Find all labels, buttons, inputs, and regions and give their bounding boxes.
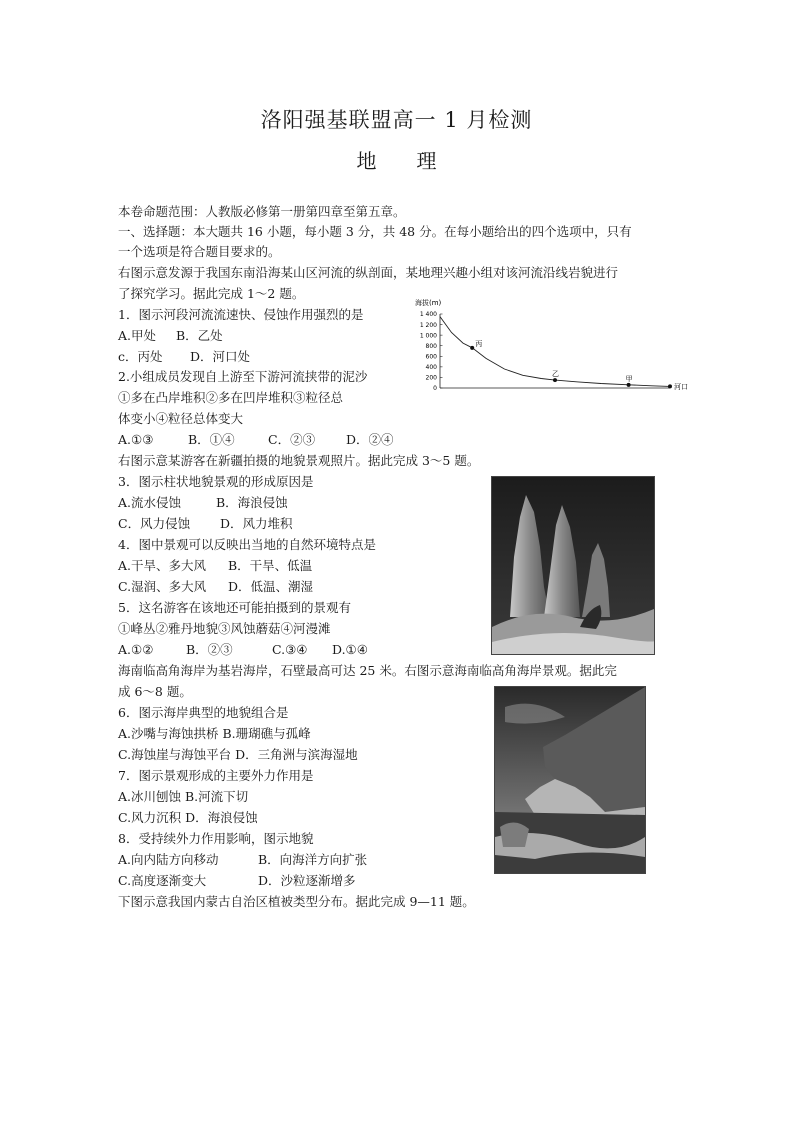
profile-point (627, 383, 631, 387)
q6-options-row2: C.海蚀崖与海蚀平台 D．三角洲与滨海湿地 (118, 747, 358, 762)
q2-stem: 2.小组成员发现自上游至下游河流挟带的泥沙 (118, 369, 368, 384)
q8-options-row1 (118, 850, 367, 870)
q5-option-c: C.③④ (272, 642, 308, 657)
q4-options-row1 (118, 556, 312, 576)
profile-point-label: 河口 (674, 382, 688, 391)
q2-option-c: C．②③ (268, 432, 316, 447)
y-tick-label: 400 (425, 364, 437, 372)
q7-options-row1: A.冰川刨蚀 B.河流下切 (118, 789, 249, 804)
hainan-coast-photo (494, 686, 646, 874)
y-tick-label: 1 400 (419, 311, 437, 319)
q6-stem: 6．图示海岸典型的地貌组合是 (118, 705, 289, 720)
q1-stem: 1．图示河段河流流速快、侵蚀作用强烈的是 (118, 307, 364, 322)
q1-options-row1 (118, 326, 223, 346)
profile-point-label: 甲 (625, 374, 633, 383)
profile-point-label: 丙 (475, 339, 483, 348)
q1-options-row2 (118, 347, 250, 367)
q5-option-d: D.①④ (332, 642, 368, 657)
y-tick-label: 1 200 (419, 321, 437, 329)
xinjiang-landform-photo (491, 476, 655, 655)
q1-option-d: D．河口处 (190, 349, 251, 364)
y-tick-label: 1 000 (419, 332, 437, 340)
q3-options-row2 (118, 514, 293, 534)
q2-statements-1: ①多在凸岸堆积②多在凹岸堆积③粒径总 (118, 390, 344, 405)
q3-option-d: D．风力堆积 (220, 516, 293, 531)
intro-q3-5: 右图示意某游客在新疆拍摄的地貌景观照片。据此完成 3～5 题。 (118, 453, 480, 468)
q7-options-row2: C.风力沉积 D．海浪侵蚀 (118, 810, 258, 825)
q3-option-b: B．海浪侵蚀 (216, 495, 288, 510)
profile-point-label: 乙 (552, 370, 559, 379)
q3-option-c: C．风力侵蚀 (118, 516, 191, 531)
intro-q9-11: 下图示意我国内蒙古自治区植被类型分布。据此完成 9—11 题。 (118, 894, 475, 909)
q4-options-row2 (118, 577, 313, 597)
q5-options (118, 640, 368, 660)
y-axis-label: 海拔(m) (415, 299, 442, 307)
q5-option-a: A.①② (118, 642, 154, 657)
intro-q6-8-line1: 海南临高角海岸为基岩海岸，石壁最高可达 25 米。右图示意海南临高角海岸景观。据此完 (118, 663, 617, 678)
subject-title: 地 理 (356, 149, 437, 173)
q1-option-a: A.甲处 (118, 328, 157, 343)
q3-options-row1 (118, 493, 288, 513)
q2-option-d: D．②④ (346, 432, 394, 447)
q4-option-c: C.湿润、多大风 (118, 579, 207, 594)
section-instructions-2: 一个选项是符合题目要求的。 (118, 244, 281, 259)
y-tick-label: 600 (425, 353, 437, 361)
q8-option-d: D．沙粒逐渐增多 (258, 873, 356, 888)
q5-stem: 5．这名游客在该地还可能拍摄到的景观有 (118, 600, 351, 615)
q8-option-c: C.高度逐渐变大 (118, 873, 207, 888)
page-title: 洛阳强基联盟高一 1 月检测 (260, 108, 533, 132)
q4-option-d: D．低温、潮湿 (228, 579, 314, 594)
q3-option-a: A.流水侵蚀 (118, 495, 182, 510)
q2-options (118, 430, 394, 450)
intro-q1-2-line2: 了探究学习。据此完成 1～2 题。 (118, 286, 305, 301)
y-tick-label: 0 (433, 385, 437, 393)
profile-point (668, 384, 672, 388)
q2-option-a: A.①③ (118, 432, 154, 447)
q5-option-b: B．②③ (186, 642, 233, 657)
q6-options-row1: A.沙嘴与海蚀拱桥 B.珊瑚礁与孤峰 (118, 726, 311, 741)
section-instructions-1: 一、选择题：本大题共 16 小题，每小题 3 分，共 48 分。在每小题给出的四个选项中，只有 (118, 224, 632, 239)
y-tick-label: 800 (425, 342, 437, 350)
intro-q6-8-line2: 成 6～8 题。 (118, 684, 192, 699)
q3-stem: 3．图示柱状地貌景观的形成原因是 (118, 474, 314, 489)
q8-stem: 8．受持续外力作用影响，图示地貌 (118, 831, 314, 846)
q1-option-b: B．乙处 (176, 328, 223, 343)
intro-q1-2-line1: 右图示意发源于我国东南沿海某山区河流的纵剖面，某地理兴趣小组对该河流沿线岩貌进行 (118, 265, 619, 280)
q4-option-b: B．干旱、低温 (228, 558, 313, 573)
q5-statements: ①峰丛②雅丹地貌③风蚀蘑菇④河漫滩 (118, 621, 331, 636)
exam-scope: 本卷命题范围：人教版必修第一册第四章至第五章。 (118, 204, 406, 219)
q8-option-a: A.向内陆方向移动 (118, 852, 219, 867)
q4-stem: 4．图中景观可以反映出当地的自然环境特点是 (118, 537, 376, 552)
q4-option-a: A.干旱、多大风 (118, 558, 207, 573)
y-tick-label: 200 (425, 374, 437, 382)
profile-point (470, 346, 474, 350)
q2-option-b: B．①④ (188, 432, 235, 447)
q2-statements-2: 体变小④粒径总体变大 (118, 411, 244, 426)
q8-options-row2 (118, 871, 356, 891)
q7-stem: 7．图示景观形成的主要外力作用是 (118, 768, 314, 783)
q8-option-b: B．向海洋方向扩张 (258, 852, 368, 867)
profile-point (553, 378, 557, 382)
river-profile-chart (414, 296, 704, 396)
q1-option-c: c．丙处 (118, 349, 163, 364)
